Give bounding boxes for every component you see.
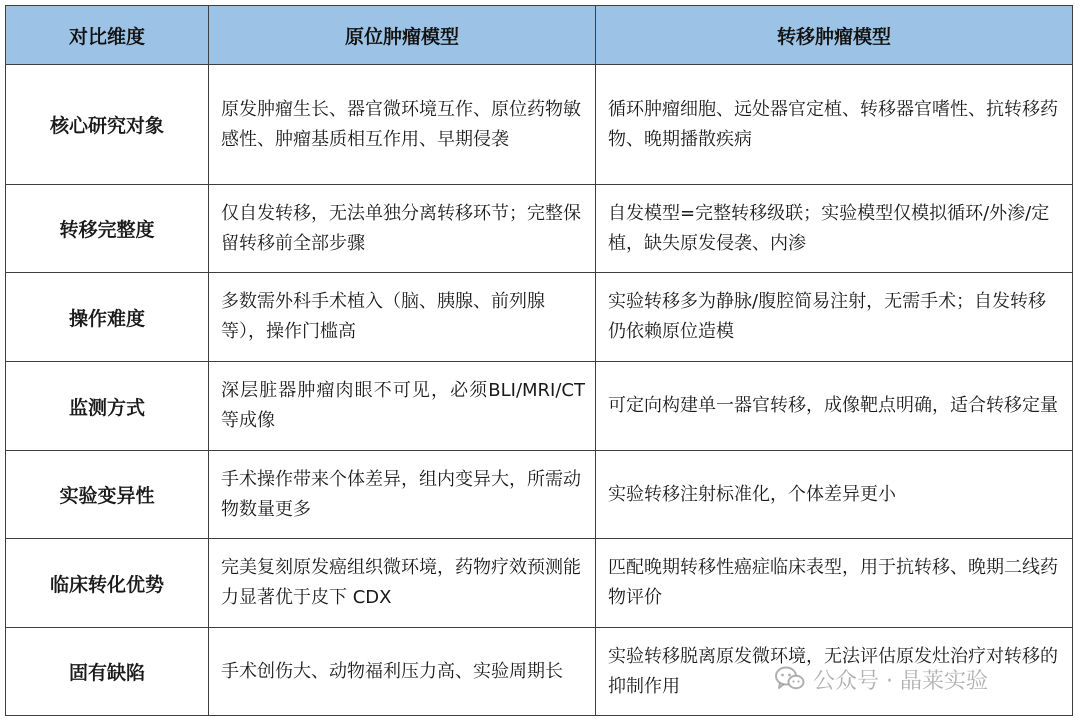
row-dimension: 转移完整度 (6, 185, 209, 273)
table-row (6, 628, 1073, 716)
metastatic-cell: 可定向构建单一器官转移，成像靶点明确，适合转移定量 (596, 362, 1073, 451)
metastatic-cell: 实验转移脱离原发微环境，无法评估原发灶治疗对转移的抑制作用 (596, 628, 1073, 716)
table-row (6, 539, 1073, 628)
row-dimension: 监测方式 (6, 362, 209, 451)
orthotopic-cell: 手术操作带来个体差异，组内变异大，所需动物数量更多 (209, 451, 596, 539)
metastatic-cell: 循环肿瘤细胞、远处器官定植、转移器官嗜性、抗转移药物、晚期播散疾病 (596, 65, 1073, 185)
comparison-table (5, 5, 1073, 716)
metastatic-cell: 匹配晚期转移性癌症临床表型，用于抗转移、晚期二线药物评价 (596, 539, 1073, 628)
metastatic-cell: 自发模型=完整转移级联；实验模型仅模拟循环/外渗/定植，缺失原发侵袭、内渗 (596, 185, 1073, 273)
table-row (6, 362, 1073, 451)
table-row (6, 185, 1073, 273)
orthotopic-cell: 仅自发转移，无法单独分离转移环节；完整保留转移前全部步骤 (209, 185, 596, 273)
header-dimension: 对比维度 (6, 6, 209, 65)
row-dimension: 实验变异性 (6, 451, 209, 539)
row-dimension: 操作难度 (6, 273, 209, 362)
row-dimension: 临床转化优势 (6, 539, 209, 628)
header-metastatic-model: 转移肿瘤模型 (596, 6, 1073, 65)
header-row (6, 6, 1073, 65)
orthotopic-cell: 完美复刻原发癌组织微环境，药物疗效预测能力显著优于皮下 CDX (209, 539, 596, 628)
table-row (6, 273, 1073, 362)
watermark-text: 公众号 · 晶莱实验 (813, 668, 988, 694)
header-orthotopic-model: 原位肿瘤模型 (209, 6, 596, 65)
orthotopic-cell: 深层脏器肿瘤肉眼不可见，必须BLI/MRI/CT 等成像 (209, 362, 596, 451)
table-row (6, 65, 1073, 185)
table-row (6, 451, 1073, 539)
row-dimension: 固有缺陷 (6, 628, 209, 716)
orthotopic-cell: 原发肿瘤生长、器官微环境互作、原位药物敏感性、肿瘤基质相互作用、早期侵袭 (209, 65, 596, 185)
metastatic-cell: 实验转移注射标准化，个体差异更小 (596, 451, 1073, 539)
orthotopic-cell: 手术创伤大、动物福利压力高、实验周期长 (209, 628, 596, 716)
orthotopic-cell: 多数需外科手术植入（脑、胰腺、前列腺等），操作门槛高 (209, 273, 596, 362)
metastatic-cell: 实验转移多为静脉/腹腔简易注射，无需手术；自发转移仍依赖原位造模 (596, 273, 1073, 362)
row-dimension: 核心研究对象 (6, 65, 209, 185)
